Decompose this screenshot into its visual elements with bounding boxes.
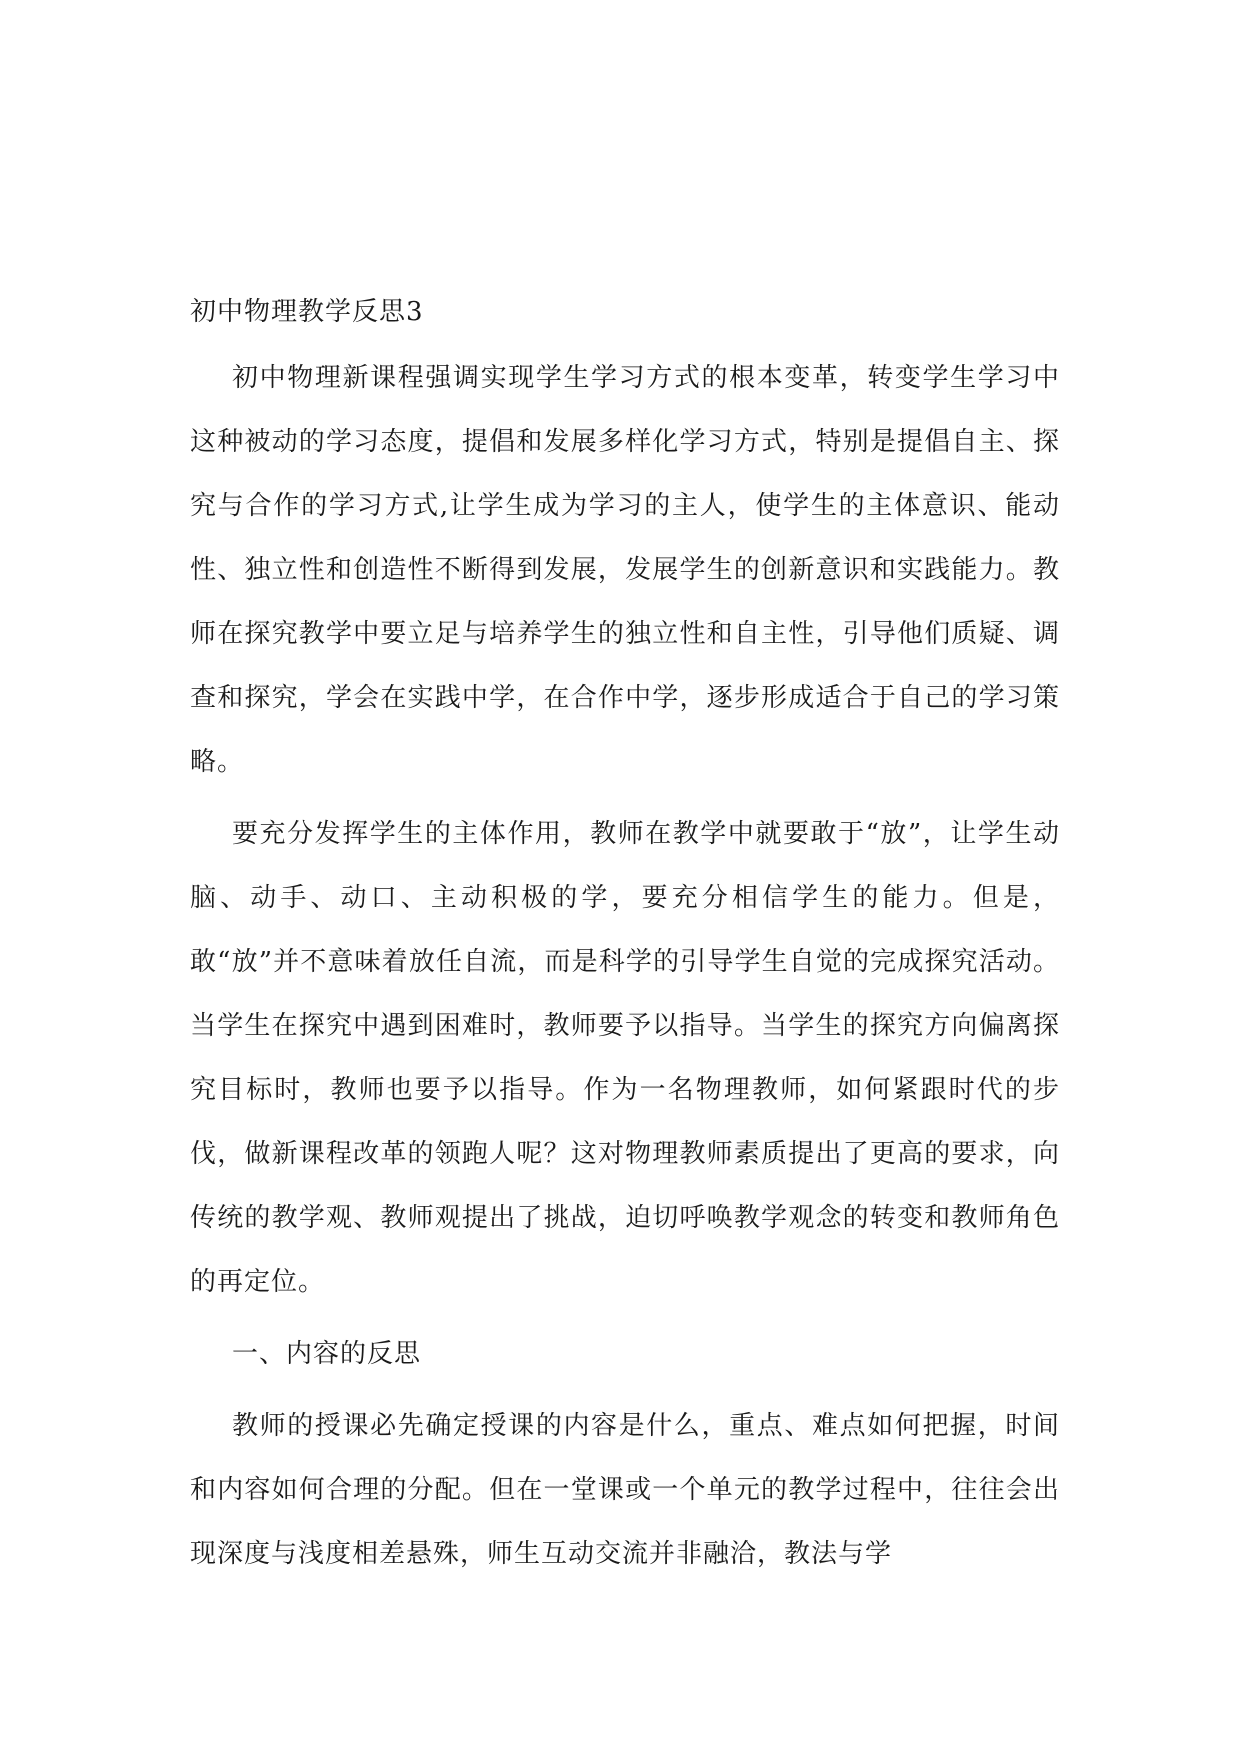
document-body: [190, 292, 1060, 1594]
section-heading: 一、内容的反思: [232, 1339, 422, 1369]
paragraph-2: 要充分发挥学生的主体作用，教师在教学中就要敢于“放”，让学生动脑、动手、动口、主动积极的学，要充分相信学生的能力。但是，敢“放”并不意味着放任自流，而是科学的引导学生自觉的完成探究活动。当学生在探究中遇到困难时，教师要予以指导。当学生的探究方向偏离探究目标时，教师也要予以指导。作为一名物理教师，如何紧跟时代的步伐，做新课程改革的领跑人呢？这对物理教师素质提出了更高的要求，向传统的教学观、教师观提出了挑战，迫切呼唤教学观念的转变和教师角色的再定位。: [190, 819, 1060, 1297]
paragraph-1: 初中物理新课程强调实现学生学习方式的根本变革，转变学生学习中这种被动的学习态度，提倡和发展多样化学习方式，特别是提倡自主、探究与合作的学习方式,让学生成为学习的主人，使学生的主体意识、能动性、独立性和创造性不断得到发展，发展学生的创新意识和实践能力。教师在探究教学中要立足与培养学生的独立性和自主性，引导他们质疑、调查和探究，学会在实践中学，在合作中学，逐步形成适合于自己的学习策略。: [190, 363, 1060, 777]
section-paragraph: 教师的授课必先确定授课的内容是什么，重点、难点如何把握，时间和内容如何合理的分配。但在一堂课或一个单元的教学过程中，往往会出现深度与浅度相差悬殊，师生互动交流并非融洽，教法与学: [190, 1411, 1060, 1569]
document-title: 初中物理教学反思3: [190, 297, 424, 327]
